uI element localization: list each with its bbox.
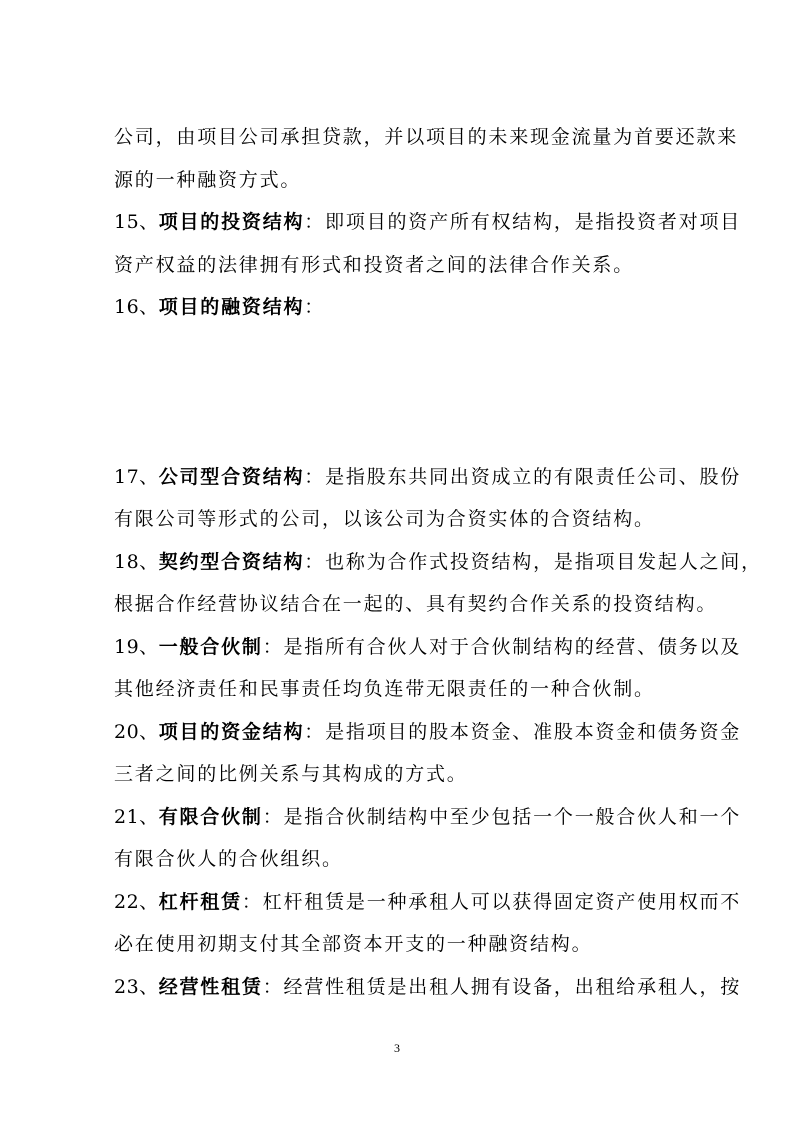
item-number: 21、 bbox=[114, 805, 159, 828]
paragraph-line: 源的一种融资方式。 bbox=[114, 168, 302, 191]
definition-text: ：杠杆租赁是一种承租人可以获得固定资产使用权而不 bbox=[241, 890, 742, 913]
item-number: 19、 bbox=[114, 635, 159, 658]
definition-20-line-1 bbox=[114, 711, 742, 754]
definition-15-line-1 bbox=[114, 201, 742, 244]
definition-17-line-2: 有限公司等形式的公司，以该公司为合资实体的合资结构。 bbox=[114, 508, 655, 530]
term: 公司型合资结构 bbox=[158, 465, 305, 488]
item-number: 22、 bbox=[114, 890, 159, 913]
definition-22-line-2: 必在使用初期支付其全部资本开支的一种融资结构。 bbox=[114, 933, 593, 955]
definition-19-line-2: 其他经济责任和民事责任均负连带无限责任的一种合伙制。 bbox=[114, 678, 655, 700]
definition-23-line-1 bbox=[114, 966, 742, 1009]
definition-18-line-2: 根据合作经营协议结合在一起的、具有契约合作关系的投资结构。 bbox=[114, 593, 718, 615]
definition-21-line-1 bbox=[114, 796, 742, 839]
item-number: 18、 bbox=[114, 550, 159, 573]
definition-16-line-1 bbox=[114, 286, 689, 329]
term: 杠杆租赁 bbox=[158, 890, 242, 913]
item-number: 16、 bbox=[114, 296, 159, 318]
definition-text: ：经营性租赁是出租人拥有设备，出租给承租人，按 bbox=[262, 975, 742, 998]
definition-22-line-1 bbox=[114, 881, 742, 924]
definition-text: ：是指合伙制结构中至少包括一个一般合伙人和一个 bbox=[262, 805, 742, 828]
definition-text: ：是指所有合伙人对于合伙制结构的经营、债务以及 bbox=[262, 635, 742, 658]
term: 契约型合资结构 bbox=[158, 550, 305, 573]
definition-20-line-2: 三者之间的比例关系与其构成的方式。 bbox=[114, 763, 468, 785]
term: 项目的投资结构 bbox=[158, 211, 305, 233]
term: 项目的融资结构 bbox=[158, 296, 305, 318]
blank-space bbox=[114, 329, 689, 456]
term: 有限合伙制 bbox=[158, 805, 263, 828]
definition-21-line-2: 有限合伙人的合伙组织。 bbox=[114, 848, 343, 870]
term: 一般合伙制 bbox=[158, 635, 263, 658]
term: 项目的资金结构 bbox=[158, 720, 305, 743]
definition-15-line-2: 资产权益的法律拥有形式和投资者之间的法律合作关系。 bbox=[114, 253, 635, 276]
definition-text: ：即项目的资产所有权结构，是指投资者对项目 bbox=[304, 211, 742, 233]
page-number: 3 bbox=[394, 1041, 400, 1055]
definition-18-line-1 bbox=[114, 541, 762, 584]
item-number: 20、 bbox=[114, 720, 159, 743]
term: 经营性租赁 bbox=[158, 975, 263, 998]
definition-19-line-1 bbox=[114, 626, 742, 669]
page-body bbox=[114, 116, 762, 1008]
paragraph-line: 公司，由项目公司承担贷款，并以项目的未来现金流量为首要还款来 bbox=[114, 126, 739, 148]
item-number: 17、 bbox=[114, 465, 159, 488]
item-number: 23、 bbox=[114, 975, 159, 998]
definition-text: ：是指项目的股本资金、准股本资金和债务资金 bbox=[304, 720, 742, 743]
item-number: 15、 bbox=[114, 211, 159, 233]
definition-text: ：是指股东共同出资成立的有限责任公司、股份 bbox=[304, 465, 742, 488]
definition-text: ：也称为合作式投资结构，是指项目发起人之间， bbox=[304, 550, 762, 573]
definition-17-line-1 bbox=[114, 456, 742, 499]
definition-text: ： bbox=[304, 296, 326, 318]
